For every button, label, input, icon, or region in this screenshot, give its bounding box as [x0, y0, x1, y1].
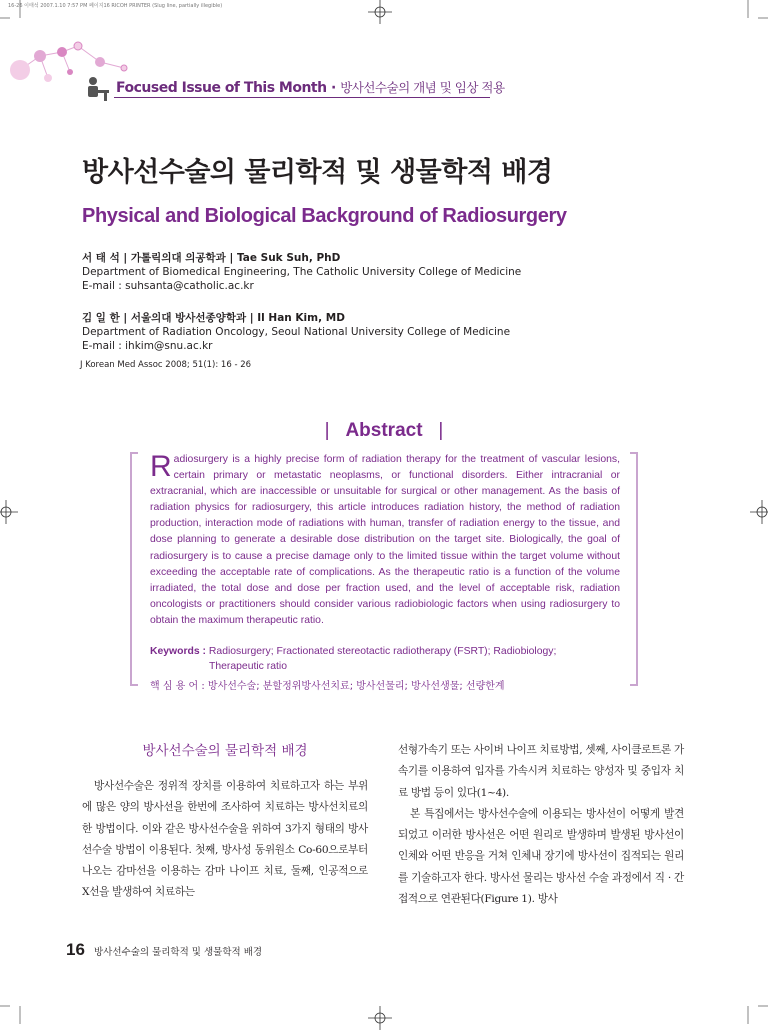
author-name-line: 서 태 석 | 가톨릭의대 의공학과 | Tae Suk Suh, PhD [82, 252, 341, 264]
left-column [82, 776, 368, 904]
paragraph: 방사선수술은 정위적 장치를 이용하여 치료하고자 하는 부위에 많은 양의 방사선을 한번에 조사하여 치료하는 방사선치료의 한 방법이다. 이와 같은 방사선수술을 위하여 3가지 형태의 방사선수술 방법이 이용된다. 첫째, 방사성 동위원소 Co-60으로부터 나오는 감마선을 이용하는 감마 나이프 치료, 둘째, 인공적으로 X선을 발생하여 치료하는 [82, 780, 368, 899]
abstract-heading-bar-right: | [438, 420, 444, 441]
abstract-bracket-right [630, 452, 638, 686]
author-email: E-mail : ihkim@snu.ac.kr [82, 340, 213, 352]
right-column [398, 740, 684, 910]
author-block-2 [82, 311, 510, 353]
abstract-heading-bar-left: | [324, 420, 330, 441]
abstract-bracket-left [130, 452, 138, 686]
registration-mark-bottom-icon [368, 1006, 392, 1030]
keywords-line-2: Therapeutic ratio [209, 661, 287, 672]
printer-slug: 16-26 이태석 2007.1.10 7:57 PM 페이지16 RICOH PRINTER (Slug line, partially illegible) [8, 3, 223, 9]
keywords-line-1: Radiosurgery; Fractionated stereotactic radiotherapy (FSRT); Radiobiology; [208, 646, 557, 657]
author-name-line: 김 일 한 | 서울의대 방사선종양학과 | Il Han Kim, MD [82, 312, 345, 324]
abstract-body-text: adiosurgery is a highly precise form of radiation therapy for the treatment of vascular lesions, certain primary or metastatic neoplasms, or functional disorders. Either intracranial or extracranial, which are inaccessible or unsuitable for surgical or other management. As the basis of radiation physics for radiosurgery, this article introduces radiation history, the method of radiation production, interaction mode of radiations with human, transfer of radiation energy to the tissue, and dose planning to generate a desirable dose distribution on the target site. Biologically, the goal of radiosurgery is to cause a precise damage only to the limited tissue within the target volume without exceeding the acceptable rate of complications. As the therapeutic ratio is a function of the volume irradiated, the total dose and dose per fraction used, and the level of acceptable risk, radiation oncologists or practitioners should consider various radiobiologic factors when using radiosurgery to obtain the maximum therapeutic ratio. [150, 454, 620, 626]
page-number: 16 [66, 940, 85, 959]
section-header-ko: 방사선수술의 개념 및 임상 적용 [340, 80, 505, 95]
registration-mark-top-icon [368, 0, 392, 24]
header-rule [114, 97, 490, 98]
section-header-separator: · [326, 80, 341, 96]
keywords-label: Keywords : [150, 646, 209, 657]
author-affiliation: Department of Radiation Oncology, Seoul National University College of Medicine [82, 326, 511, 338]
title-korean: 방사선수술의 물리학적 및 생물학적 배경 [82, 157, 553, 188]
abstract-heading [0, 420, 768, 442]
running-title: 방사선수술의 물리학적 및 생물학적 배경 [94, 947, 263, 958]
abstract-heading-text: Abstract [345, 420, 423, 441]
abstract-body [150, 452, 620, 629]
person-at-desk-icon [84, 76, 110, 102]
section-header [116, 78, 505, 96]
author-block-1 [82, 251, 521, 293]
section-header-en: Focused Issue of This Month [116, 80, 327, 96]
title-english: Physical and Biological Background of Radiosurgery [82, 205, 567, 227]
abstract-dropcap: R [150, 450, 172, 483]
keywords [150, 644, 620, 674]
paragraph: 본 특집에서는 방사선수술에 이용되는 방사선이 어떻게 발견되었고 이러한 방사선은 어떤 원리로 발생하며 발생된 방사선이 인체와 어떤 반응을 거쳐 인체내 장기에 방사선이 집적되는 원리를 기술하고자 한다. 방사선 물리는 방사선 수술 과정에서 직 · 간접적으로 연관된다(Figure 1). 방사 [398, 807, 684, 906]
author-affiliation: Department of Biomedical Engineering, The Catholic University College of Medicine [82, 266, 522, 278]
paragraph: 선형가속기 또는 사이버 나이프 치료방법, 셋째, 사이클로트론 가속기를 이용하여 입자를 가속시켜 치료하는 양성자 및 중입자 치료 방법 등이 있다(1~4). [398, 744, 684, 799]
registration-mark-right-icon [750, 500, 768, 524]
section-heading: 방사선수술의 물리학적 배경 [142, 743, 308, 759]
keywords-korean: 핵 심 용 어 : 방사선수술; 분할정위방사선치료; 방사선물리; 방사선생물; 선량한계 [150, 681, 505, 692]
registration-mark-left-icon [0, 500, 18, 524]
journal-citation: J Korean Med Assoc 2008; 51(1): 16 - 26 [80, 360, 252, 370]
author-email: E-mail : suhsanta@catholic.ac.kr [82, 280, 254, 292]
